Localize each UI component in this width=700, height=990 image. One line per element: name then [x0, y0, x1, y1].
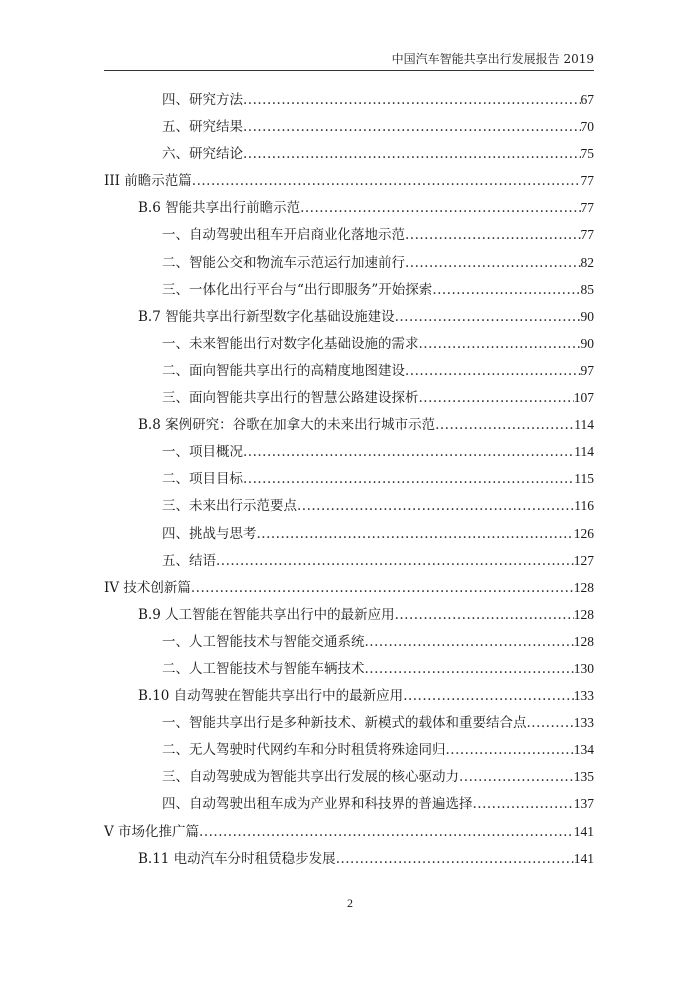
toc-dot-leader	[446, 737, 574, 764]
toc-entry[interactable]	[104, 547, 594, 574]
toc-dot-leader	[473, 791, 574, 818]
toc-entry-title: 六、研究结论	[162, 146, 243, 163]
toc-entry-page: 67	[580, 92, 594, 107]
toc-entry[interactable]	[104, 655, 594, 682]
toc-entry[interactable]	[104, 574, 594, 601]
toc-entry-page: 114	[574, 444, 594, 460]
toc-entry-page: 115	[574, 471, 594, 487]
toc-entry[interactable]	[104, 790, 594, 817]
toc-dot-leader	[257, 521, 574, 548]
toc-entry[interactable]	[104, 303, 594, 330]
toc-entry-page: 90	[580, 308, 594, 324]
toc-entry[interactable]	[104, 276, 594, 303]
toc-entry-title: 一、智能共享出行是多种新技术、新模式的载体和重要结合点	[162, 715, 527, 732]
toc-entry-title: 三、面向智能共享出行的智慧公路建设探析	[162, 390, 419, 407]
toc-dot-leader	[199, 819, 574, 846]
toc-dot-leader	[365, 656, 574, 683]
toc-entry-page: 107	[573, 390, 594, 406]
header-rule	[104, 70, 594, 71]
toc-entry-title: B.9 人工智能在智能共享出行中的最新应用	[138, 606, 395, 623]
toc-dot-leader	[243, 466, 574, 493]
toc-entry[interactable]	[104, 492, 594, 519]
toc-entry[interactable]	[104, 465, 594, 492]
toc-entry-title: III 前瞻示范篇	[104, 173, 192, 190]
toc-entry[interactable]	[104, 167, 594, 194]
toc-dot-leader	[365, 629, 574, 656]
toc-entry-title: 三、自动驾驶成为智能共享出行发展的核心驱动力	[162, 769, 459, 786]
toc-entry-title: B.6 智能共享出行前瞻示范	[138, 200, 301, 217]
toc-dot-leader	[405, 358, 581, 385]
toc-entry-page: 114	[574, 417, 594, 433]
toc-dot-leader	[435, 412, 574, 439]
toc-entry-title: 四、自动驾驶出租车成为产业界和科技界的普遍选择	[162, 796, 473, 813]
toc-entry-page: 82	[580, 254, 594, 270]
toc-dot-leader	[419, 385, 574, 412]
toc-entry[interactable]	[104, 140, 594, 167]
toc-entry[interactable]	[104, 845, 594, 872]
toc-dot-leader	[243, 87, 581, 114]
toc-entry-title: 一、自动驾驶出租车开启商业化落地示范	[162, 227, 405, 244]
toc-entry[interactable]	[104, 384, 594, 411]
toc-entry-page: 90	[580, 335, 594, 351]
toc-entry[interactable]	[104, 520, 594, 547]
toc-entry[interactable]	[104, 330, 594, 357]
toc-entry[interactable]	[104, 601, 594, 628]
toc-entry-page: 70	[580, 119, 594, 135]
toc-entry-page: 127	[573, 552, 594, 568]
toc-entry-title: 一、人工智能技术与智能交通系统	[162, 633, 365, 650]
toc-entry-title: 五、研究结果	[162, 119, 243, 136]
toc-entry-page: 141	[573, 823, 594, 839]
toc-entry-page: 77	[580, 200, 594, 216]
toc-entry-page: 135	[573, 769, 594, 785]
toc-entry[interactable]	[104, 194, 594, 221]
toc-entry[interactable]	[104, 709, 594, 736]
toc-entry-title: 四、挑战与思考	[162, 525, 257, 542]
toc-entry[interactable]	[104, 438, 594, 465]
toc-dot-leader	[405, 222, 581, 249]
toc-dot-leader	[300, 195, 580, 222]
toc-entry-title: 五、结语	[162, 552, 216, 569]
toc-entry[interactable]	[104, 682, 594, 709]
toc-dot-leader	[243, 114, 581, 141]
toc-dot-leader	[243, 439, 574, 466]
toc-entry[interactable]	[104, 818, 594, 845]
toc-entry-page: 141	[573, 850, 594, 866]
toc-entry[interactable]	[104, 221, 594, 248]
toc-entry-title: 二、智能公交和物流车示范运行加速前行	[162, 254, 405, 271]
running-header: 中国汽车智能共享出行发展报告 2019	[391, 52, 594, 66]
toc-dot-leader	[432, 277, 580, 304]
page-number: 2	[347, 896, 353, 910]
toc-entry[interactable]	[104, 736, 594, 763]
toc-dot-leader	[403, 683, 574, 710]
toc-entry[interactable]	[104, 86, 594, 113]
toc-dot-leader	[336, 846, 574, 873]
toc-entry[interactable]	[104, 411, 594, 438]
toc-entry-page: 128	[573, 633, 594, 649]
toc-dot-leader	[395, 602, 574, 629]
toc-dot-leader	[191, 575, 574, 602]
toc-entry-title: B.8 案例研究：谷歌在加拿大的未来出行城市示范	[138, 417, 436, 434]
toc-entry-page: 133	[573, 688, 594, 704]
toc-entry[interactable]	[104, 763, 594, 790]
toc-entry-page: 77	[580, 227, 594, 243]
toc-dot-leader	[216, 548, 574, 575]
toc-entry-title: B.10 自动驾驶在智能共享出行中的最新应用	[138, 688, 404, 705]
toc-entry-page: 128	[573, 579, 594, 595]
toc-entry-page: 116	[574, 498, 594, 514]
toc-dot-leader	[192, 168, 581, 195]
toc-dot-leader	[395, 304, 581, 331]
toc-entry-title: 三、未来出行示范要点	[162, 498, 297, 515]
toc-entry[interactable]	[104, 628, 594, 655]
toc-entry-title: 二、无人驾驶时代网约车和分时租赁将殊途同归	[162, 742, 446, 759]
toc-dot-leader	[459, 764, 574, 791]
toc-dot-leader	[527, 710, 574, 737]
toc-entry[interactable]	[104, 357, 594, 384]
toc-dot-leader	[405, 250, 581, 277]
toc-entry-page: 128	[573, 606, 594, 622]
toc-entry-title: 二、人工智能技术与智能车辆技术	[162, 660, 365, 677]
toc-entry-title: 三、一体化出行平台与“出行即服务”开始探索	[162, 281, 433, 298]
toc-entry-title: 一、未来智能出行对数字化基础设施的需求	[162, 335, 419, 352]
toc-entry-title: 二、面向智能共享出行的高精度地图建设	[162, 362, 405, 379]
table-of-contents	[104, 86, 594, 872]
toc-entry-title: 四、研究方法	[162, 92, 243, 108]
toc-entry-page: 134	[573, 742, 594, 758]
toc-entry-title: B.11 电动汽车分时租赁稳步发展	[138, 850, 336, 867]
toc-entry-title: V 市场化推广篇	[104, 823, 200, 840]
toc-entry-page: 77	[580, 173, 594, 189]
toc-entry-page: 85	[580, 281, 594, 297]
toc-entry[interactable]	[104, 249, 594, 276]
toc-entry-page: 126	[573, 525, 594, 541]
toc-entry-title: 一、项目概况	[162, 444, 243, 461]
toc-entry-page: 75	[580, 146, 594, 162]
toc-entry-title: 二、项目目标	[162, 471, 243, 488]
toc-dot-leader	[243, 141, 581, 168]
toc-entry[interactable]	[104, 113, 594, 140]
toc-entry-page: 130	[573, 660, 594, 676]
toc-entry-page: 97	[580, 362, 594, 378]
toc-entry-page: 133	[573, 715, 594, 731]
toc-dot-leader	[297, 493, 574, 520]
toc-entry-title: B.7 智能共享出行新型数字化基础设施建设	[138, 308, 395, 325]
toc-entry-page: 137	[573, 796, 594, 812]
toc-dot-leader	[419, 331, 581, 358]
toc-entry-title: IV 技术创新篇	[104, 579, 191, 596]
